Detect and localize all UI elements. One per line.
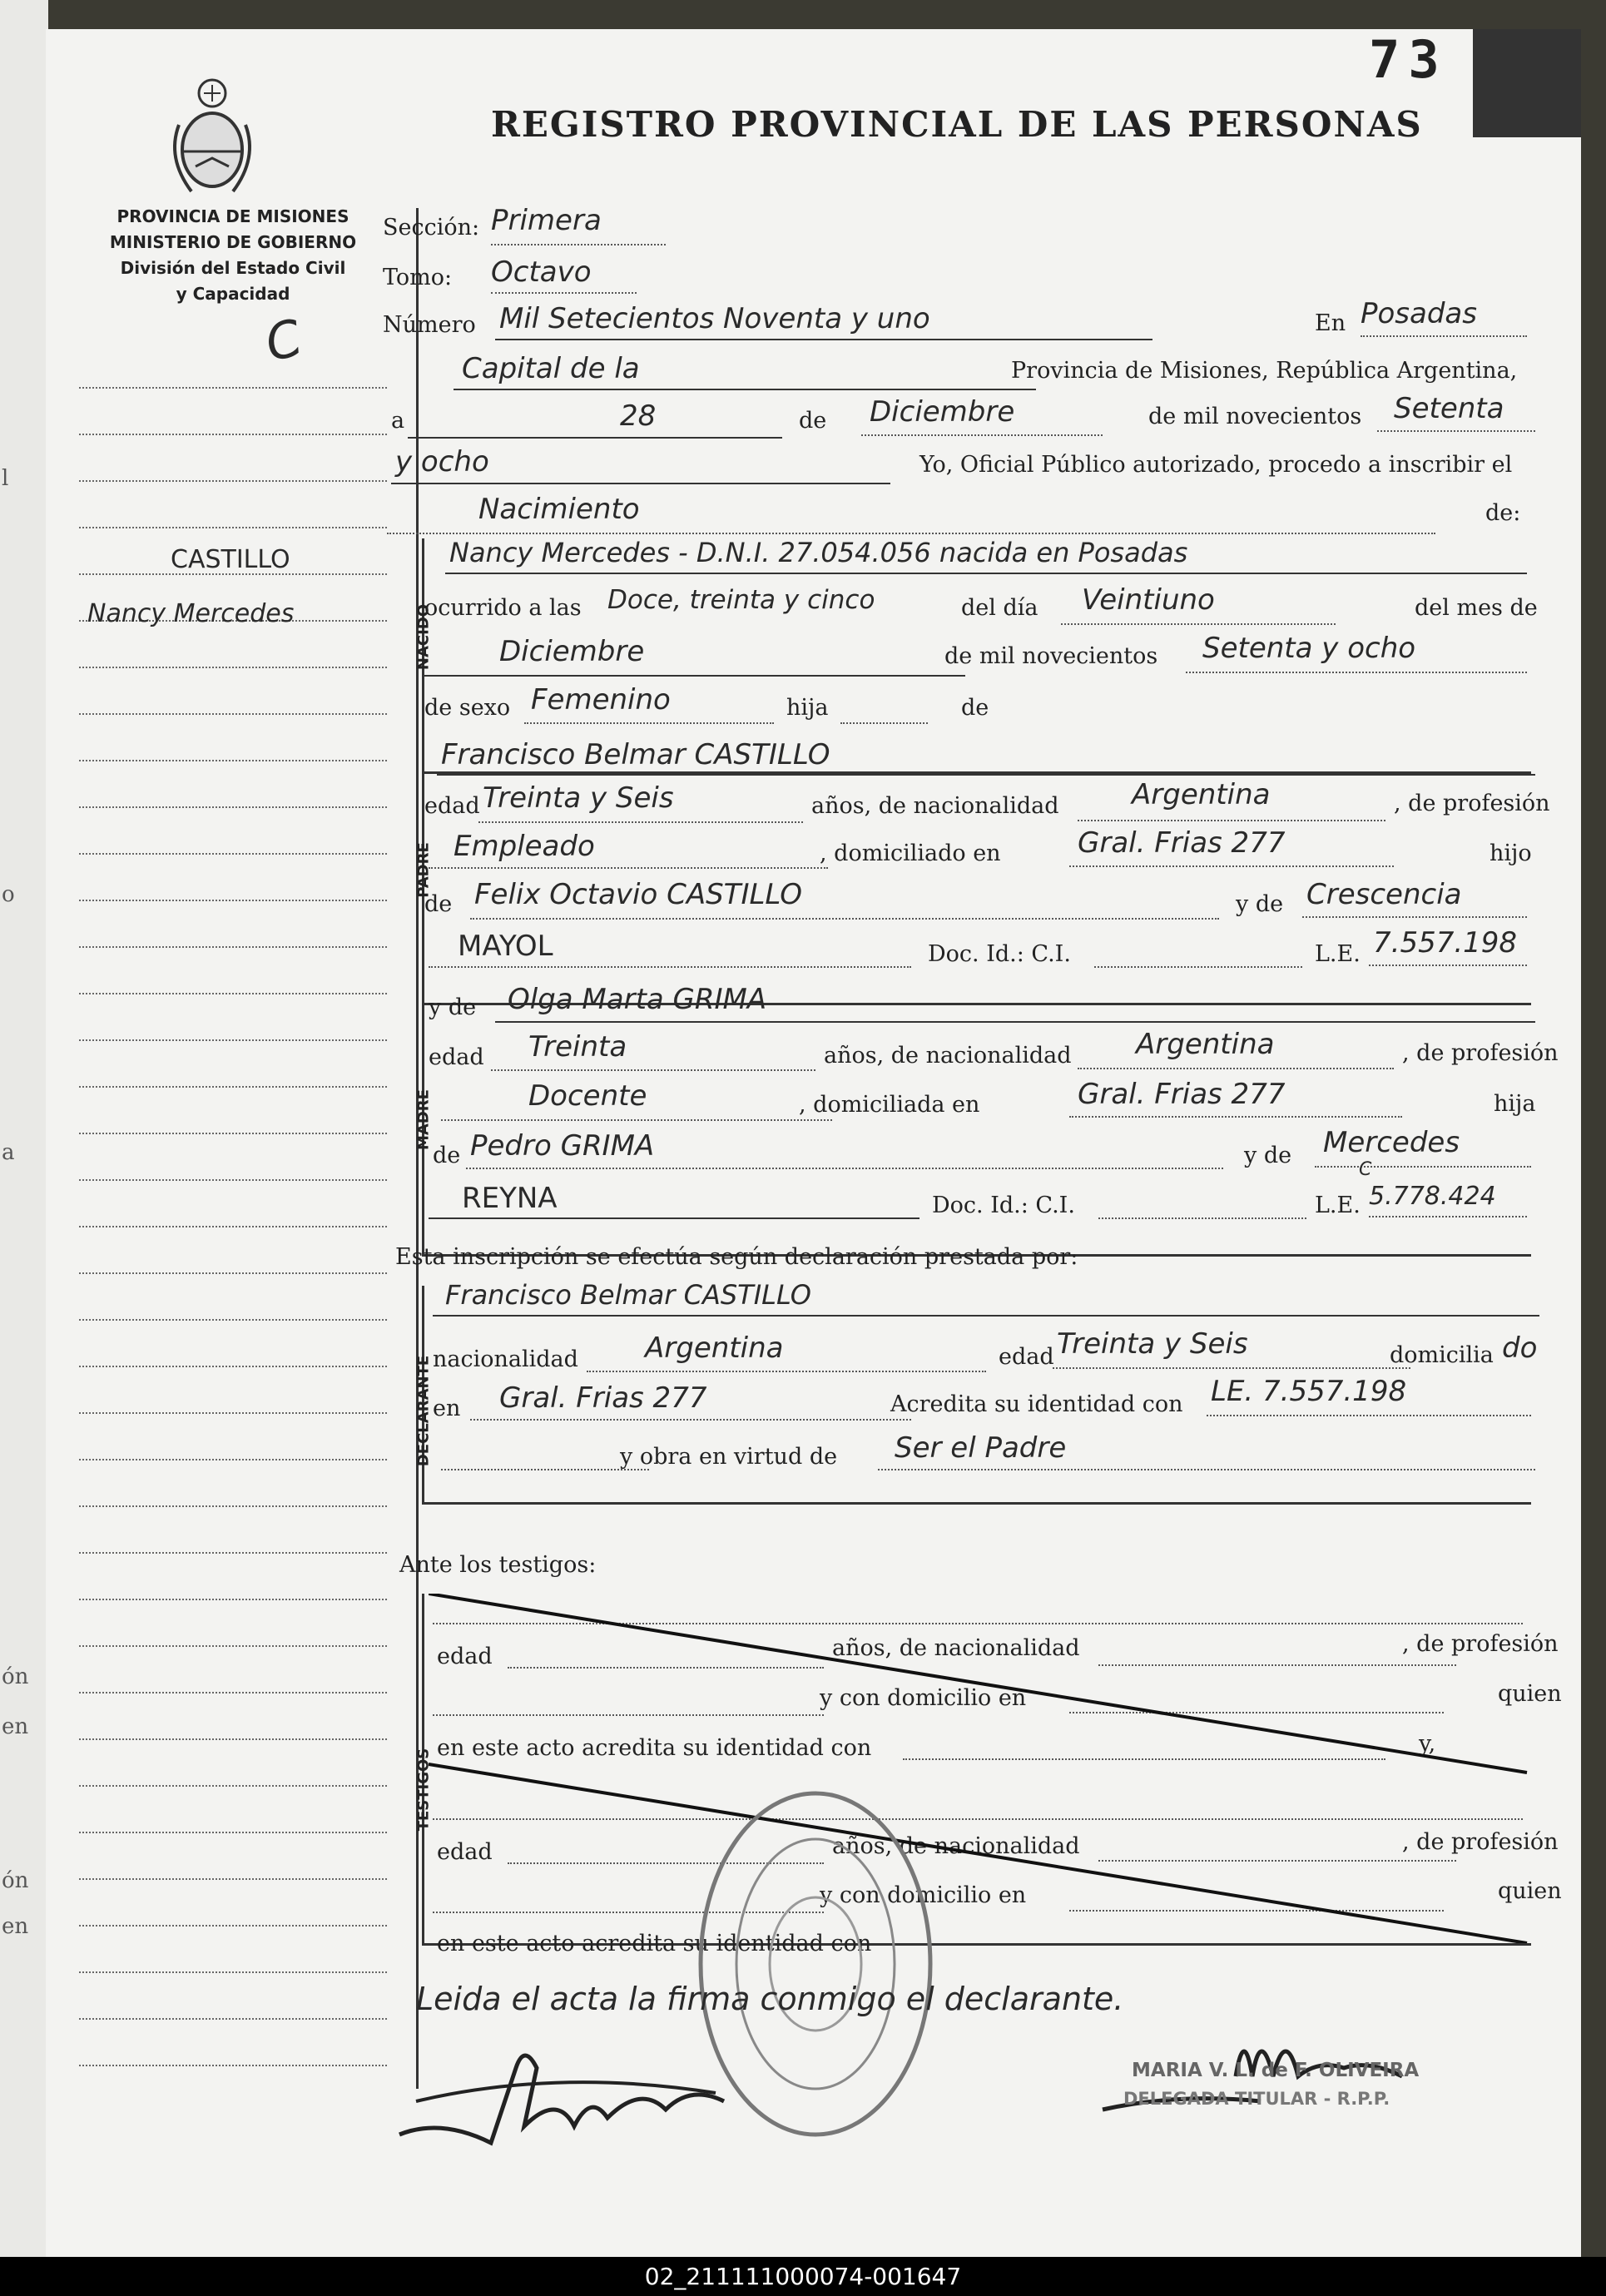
declarante-dom-suffix: do — [1502, 1331, 1538, 1365]
testigo2-edad-label: edad — [437, 1839, 493, 1865]
office-line-3: División del Estado Civil — [120, 258, 346, 278]
madre-le-label: L.E. — [1315, 1193, 1361, 1218]
padre-le-value: 7.557.198 — [1373, 926, 1518, 960]
mes-value: Diciembre — [870, 395, 1015, 429]
declarante-obra-label: y obra en virtud de — [620, 1444, 838, 1470]
testigo1-domicilio-label: y con domicilio en — [820, 1685, 1027, 1711]
closing-text: Leida el acta la firma conmigo el declarante. — [416, 1981, 1124, 2017]
page-number: 73 — [1369, 29, 1448, 90]
nacido-mes-value: Diciembre — [499, 635, 645, 668]
padre-hijo-label: hijo — [1490, 841, 1532, 866]
testigo1-anios-label: años, de nacionalidad — [832, 1635, 1080, 1661]
tomo-label: Tomo: — [383, 265, 453, 290]
madre-domicilio-value: Gral. Frias 277 — [1078, 1078, 1286, 1111]
declarante-edad-label: edad — [999, 1344, 1054, 1370]
testigo1-edad-label: edad — [437, 1644, 493, 1669]
padre-edad-value: Treinta y Seis — [483, 781, 674, 815]
declarante-nac-value: Argentina — [645, 1331, 784, 1365]
madre-hija-label: hija — [1494, 1091, 1536, 1117]
document-title: REGISTRO PROVINCIAL DE LAS PERSONAS — [491, 104, 1423, 145]
provincia-text: Provincia de Misiones, República Argentina, — [1011, 358, 1518, 384]
padre-profesion-value: Empleado — [454, 830, 595, 863]
hora-value: Doce, treinta y cinco — [607, 585, 875, 615]
nacido-de-label: de — [961, 695, 989, 721]
oficial-text: Yo, Oficial Público autorizado, procedo a inscribir el — [919, 452, 1513, 478]
testigo1-y-label: y, — [1419, 1731, 1436, 1757]
declarante-acredita-label: Acredita su identidad con — [890, 1391, 1183, 1417]
corner-shadow — [1473, 29, 1581, 137]
declarante-nac-label: nacionalidad — [433, 1346, 578, 1372]
en-value: Posadas — [1361, 297, 1477, 330]
margin-mark: C — [259, 308, 309, 374]
padre-edad-label: edad — [424, 793, 480, 819]
madre-y-de-label: y de — [429, 994, 477, 1020]
del-dia-label: del día — [961, 595, 1038, 621]
margin-given-names: Nancy Mercedes — [87, 599, 295, 628]
madre-le-value: 5.778.424 — [1369, 1182, 1496, 1211]
cancellation-lines — [429, 1594, 1535, 1943]
padre-madre-value: Crescencia — [1306, 878, 1462, 911]
madre-padre-value: Pedro GRIMA — [470, 1129, 655, 1163]
sexo-label: de sexo — [424, 695, 511, 721]
madre-madre-value: Mercedes — [1323, 1126, 1460, 1159]
madre-de-label: de — [433, 1143, 461, 1168]
padre-y-de-label: y de — [1236, 891, 1284, 917]
numero-label: Número — [383, 312, 476, 338]
certificate-page — [46, 29, 1581, 2276]
madre-nac-label: años, de nacionalidad — [824, 1043, 1072, 1069]
testigo2-domicilio-label: y con domicilio en — [820, 1882, 1027, 1908]
footer-id: 02_211111000074-001647 — [0, 2257, 1606, 2296]
coat-of-arms-icon — [162, 75, 262, 200]
hija-label: hija — [786, 695, 829, 721]
declarante-nombre: Francisco Belmar CASTILLO — [445, 1279, 811, 1311]
testigo2-quien-label: quien — [1498, 1878, 1562, 1904]
madre-profesion-value: Docente — [528, 1079, 647, 1113]
official-title: DELEGADA TITULAR - R.P.P. — [1123, 2089, 1390, 2109]
mil-label: de mil novecientos — [1148, 404, 1362, 429]
declarante-dom-label: domicilia — [1390, 1342, 1494, 1368]
madre-madre2-value: REYNA — [462, 1182, 558, 1215]
office-line-1: PROVINCIA DE MISIONES — [116, 206, 349, 226]
margin-surname: CASTILLO — [171, 545, 290, 574]
tomo-value: Octavo — [491, 255, 592, 289]
padre-nombre: Francisco Belmar CASTILLO — [441, 738, 830, 771]
nacido-tag: NACIDO — [414, 603, 433, 671]
testigo1-prof-label: , de profesión — [1402, 1631, 1559, 1657]
a-label: a — [391, 408, 405, 434]
madre-le-mark: C — [1359, 1159, 1372, 1180]
official-name: MARIA V. L. de F. OLIVEIRA — [1132, 2060, 1420, 2081]
del-mes-label: del mes de — [1415, 595, 1538, 621]
madre-dom-label: , domiciliada en — [799, 1092, 980, 1118]
nacido-anio-value: Setenta y ocho — [1202, 632, 1416, 665]
madre-tag: MADRE — [414, 1089, 433, 1150]
office-line-2: MINISTERIO DE GOBIERNO — [109, 232, 357, 252]
de-label: de — [799, 408, 827, 434]
office-block — [71, 204, 395, 307]
nacido-mil-label: de mil novecientos — [944, 643, 1158, 669]
testigo2-acredita-label: en este acto acredita su identidad con — [437, 1931, 872, 1956]
anio-value-1: Setenta — [1394, 392, 1504, 425]
padre-doc-label: Doc. Id.: C.I. — [928, 941, 1071, 967]
nacido-nombre: Nancy Mercedes - D.N.I. 27.054.056 nacida en Posadas — [449, 537, 1188, 568]
seccion-value: Primera — [491, 204, 602, 237]
testigo1-quien-label: quien — [1498, 1681, 1562, 1707]
en-label: En — [1315, 310, 1346, 336]
numero-value: Mil Setecientos Noventa y uno — [499, 302, 930, 335]
left-page-edge: l o a ón en ón en — [0, 0, 48, 2264]
declarante-domicilio-value: Gral. Frias 277 — [499, 1381, 707, 1415]
nacido-dia-value: Veintiuno — [1082, 583, 1215, 617]
declarante-acredita-value: LE. 7.557.198 — [1211, 1375, 1407, 1408]
padre-dom-label: , domiciliado en — [820, 841, 1001, 866]
de-colon-label: de: — [1485, 500, 1521, 526]
madre-prof-label: , de profesión — [1402, 1040, 1559, 1066]
declarante-intro: Esta inscripción se efectúa según declaración prestada por: — [395, 1244, 1078, 1270]
seccion-label: Sección: — [383, 215, 480, 241]
dia-value: 28 — [620, 399, 657, 433]
testigo2-prof-label: , de profesión — [1402, 1829, 1559, 1855]
padre-domicilio-value: Gral. Frias 277 — [1078, 826, 1286, 860]
ocurrido-label: ocurrido a las — [424, 595, 582, 621]
madre-edad-label: edad — [429, 1044, 484, 1070]
padre-nac-value: Argentina — [1132, 778, 1271, 811]
padre-madre2-value: MAYOL — [458, 930, 553, 963]
madre-nombre: Olga Marta GRIMA — [508, 983, 767, 1016]
padre-le-label: L.E. — [1315, 941, 1361, 967]
testigo2-anios-label: años, de nacionalidad — [832, 1833, 1080, 1859]
declarant-signature-icon — [391, 2018, 741, 2160]
declarante-tag: DECLARANTE — [414, 1355, 433, 1467]
anio-value-2: y ocho — [395, 445, 489, 479]
madre-doc-label: Doc. Id.: C.I. — [932, 1193, 1075, 1218]
testigo1-acredita-label: en este acto acredita su identidad con — [437, 1735, 872, 1761]
padre-de-label: de — [424, 891, 453, 917]
padre-prof-label: , de profesión — [1394, 791, 1550, 816]
declarante-obra-value: Ser el Padre — [895, 1431, 1067, 1465]
capital-value: Capital de la — [462, 352, 640, 385]
madre-edad-value: Treinta — [528, 1030, 627, 1064]
padre-padre-value: Felix Octavio CASTILLO — [474, 878, 803, 911]
declarante-edad-value: Treinta y Seis — [1057, 1327, 1248, 1361]
padre-nac-label: años, de nacionalidad — [811, 793, 1059, 819]
office-line-4: y Capacidad — [176, 284, 290, 304]
madre-y-de2-label: y de — [1244, 1143, 1292, 1168]
acto-value: Nacimiento — [478, 493, 640, 526]
declarante-en-label: en — [433, 1396, 461, 1421]
padre-tag: PADRE — [414, 842, 433, 898]
sexo-value: Femenino — [531, 683, 671, 717]
madre-nac-value: Argentina — [1136, 1028, 1275, 1061]
testigos-tag: TESTIGOS — [414, 1748, 433, 1832]
testigos-intro: Ante los testigos: — [399, 1552, 597, 1578]
